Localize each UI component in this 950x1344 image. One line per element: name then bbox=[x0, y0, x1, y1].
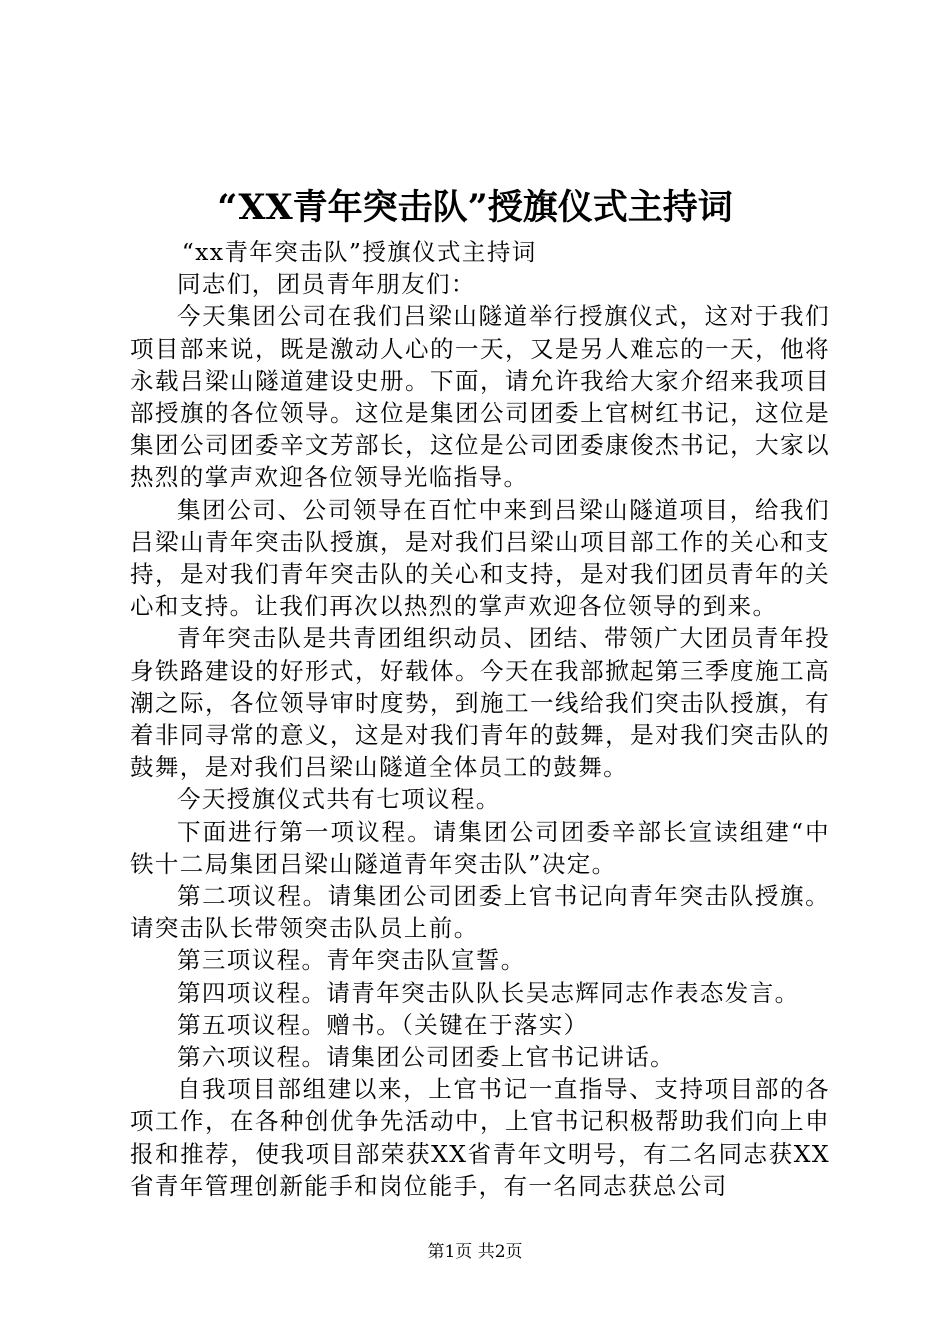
paragraph: 青年突击队是共青团组织动员、团结、带领广大团员青年投身铁路建设的好形式，好载体。今天在我部掀起第三季度施工高潮之际，各位领导审时度势，到施工一线给我们突击队授旗，有着非同寻常的意义，这是对我们青年的鼓舞，是对我们突击队的鼓舞，是对我们吕梁山隧道全体员工的鼓舞。 bbox=[130, 624, 830, 782]
paragraph: 今天集团公司在我们吕梁山隧道举行授旗仪式，这对于我们项目部来说，既是激动人心的一天，又是另人难忘的一天，他将永载吕梁山隧道建设史册。下面，请允许我给大家介绍来我项目部授旗的各位领导。这位是集团公司团委上官树红书记，这位是集团公司团委辛文芳部长，这位是公司团委康俊杰书记，大家以热烈的掌声欢迎各位领导光临指导。 bbox=[130, 302, 830, 492]
document-body bbox=[130, 236, 830, 1202]
paragraph-subtitle: “xx青年突击队”授旗仪式主持词 bbox=[181, 238, 537, 266]
paragraph: 自我项目部组建以来，上官书记一直指导、支持项目部的各项工作，在各种创优争先活动中，上官书记积极帮助我们向上申报和推荐，使我项目部荣获XX省青年文明号，有二名同志获XX省青年管理创新能手和岗位能手，有一名同志获总公司 bbox=[130, 1075, 830, 1200]
document-title: “XX青年突击队”授旗仪式主持词 bbox=[217, 187, 733, 228]
paragraph: 第六项议程。请集团公司团委上官书记讲话。 bbox=[177, 1043, 675, 1072]
paragraph: 下面进行第一项议程。请集团公司团委辛部长宣读组建“中铁十二局集团吕梁山隧道青年突击队”决定。 bbox=[130, 817, 830, 878]
paragraph-greeting: 同志们，团员青年朋友们： bbox=[177, 270, 476, 299]
paragraph: 集团公司、公司领导在百忙中来到吕梁山隧道项目，给我们吕梁山青年突击队授旗，是对我们吕梁山项目部工作的关心和支持，是对我们青年突击队的关心和支持，是对我们团员青年的关心和支持。让我们再次以热烈的掌声欢迎各位领导的到来。 bbox=[130, 495, 830, 621]
paragraph: 第三项议程。青年突击队宣誓。 bbox=[177, 946, 526, 975]
paragraph: 今天授旗仪式共有七项议程。 bbox=[177, 785, 501, 814]
paragraph: 第四项议程。请青年突击队队长吴志辉同志作表态发言。 bbox=[177, 978, 800, 1007]
paragraph: 第二项议程。请集团公司团委上官书记向青年突击队授旗。请突击队长带领突击队员上前。 bbox=[130, 882, 830, 943]
page-number: 第1页 共2页 bbox=[427, 1242, 523, 1262]
paragraph: 第五项议程。赠书。（关键在于落实） bbox=[177, 1010, 589, 1039]
